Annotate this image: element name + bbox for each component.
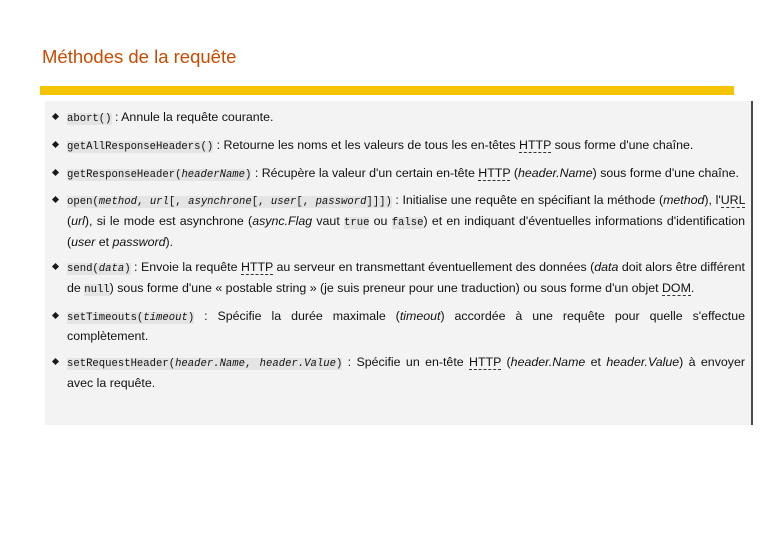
code-sep: [, [296, 196, 316, 209]
bullet-icon [52, 263, 59, 270]
bullet-icon [52, 312, 59, 319]
code-end: ) [187, 311, 195, 324]
param-name: header.Name [518, 165, 593, 180]
abbr-http: HTTP [240, 260, 274, 275]
description-text: et [585, 355, 607, 370]
code-argument: header.Value [259, 358, 336, 371]
param-name: header.Name [510, 355, 586, 370]
description-text: ( [67, 213, 72, 228]
description-text: ) accordée à une requête pour quelle s'effectue complètement. [67, 308, 745, 344]
method-description: : Annule la requête courante. [111, 110, 274, 124]
method-signature [67, 358, 342, 370]
method-send [51, 258, 745, 299]
bullet-icon [52, 141, 59, 148]
code-name: getResponseHeader( [67, 168, 182, 181]
code-argument: password [315, 196, 367, 209]
description-text: ( [510, 165, 518, 180]
code-literal: null [84, 283, 110, 296]
method-signature [67, 196, 392, 208]
code-argument: headerName [181, 168, 246, 181]
code-name: open( [67, 196, 99, 209]
method-getallresponseheaders [51, 136, 745, 157]
param-name: header.Value [606, 355, 680, 370]
bullet-icon [52, 358, 59, 365]
description-text: ) et en indiquant d'éventuelles informations d'identification ( [67, 213, 745, 249]
abbr-http: HTTP [478, 165, 511, 180]
code-sep: , [245, 358, 260, 371]
description-text: ( [501, 355, 511, 370]
methods-panel [45, 101, 753, 425]
description-text: sous forme d'une chaîne. [551, 137, 694, 152]
code-argument: user [270, 196, 297, 209]
code-argument: header.Name [175, 358, 246, 371]
method-setrequestheader [51, 353, 745, 392]
param-name: user [71, 234, 96, 249]
description-text: : Initialise une requête en spécifiant la méthode ( [391, 193, 664, 208]
method-signature [67, 263, 131, 275]
bullet-icon [52, 196, 59, 203]
code-name: setRequestHeader( [67, 358, 176, 371]
description-text: : Spécifie un en-tête [342, 355, 470, 370]
code-end: ) [245, 168, 252, 181]
code-name: send( [67, 263, 99, 276]
code-sep: , [136, 196, 150, 209]
code-sep: [, [251, 196, 271, 209]
code-literal: false [391, 216, 424, 229]
param-name: timeout [399, 308, 441, 323]
code-argument: method [98, 196, 137, 209]
description-text: au serveur en transmettant éventuellement des données ( [273, 260, 595, 275]
page-title: Méthodes de la requête [42, 46, 237, 67]
code-argument: timeout [143, 311, 188, 324]
title-underline-bar [40, 86, 734, 95]
method-getresponseheader [51, 164, 745, 185]
code-argument: asynchrone [188, 196, 252, 209]
description-text: ), l' [704, 193, 721, 208]
code-argument: data [98, 263, 125, 276]
bullet-icon [52, 169, 59, 176]
method-open [51, 191, 745, 251]
description-text: ) sous forme d'une « postable string » (je suis preneur pour une traduction) ou sous forme d'un objet [109, 280, 662, 295]
description-text: . [690, 280, 695, 295]
description-text: et [95, 234, 113, 249]
description-text: doit alors être différent de [67, 260, 745, 295]
method-signature: getAllResponseHeaders() [67, 140, 214, 153]
method-signature [67, 312, 194, 324]
description-text: : Récupère la valeur d'un certain en-tête [251, 165, 479, 180]
code-name: setTimeouts( [67, 311, 144, 324]
bullet-icon [52, 113, 59, 120]
abbr-dom: DOM [661, 280, 691, 295]
abbr-url: URL [720, 193, 746, 208]
code-end: ) [335, 358, 343, 371]
code-end: ]]]) [366, 196, 392, 209]
code-argument: url [149, 196, 169, 209]
methods-list [51, 108, 745, 392]
code-sep: [, [168, 196, 189, 209]
abbr-http: HTTP [519, 137, 552, 152]
code-literal: true [344, 216, 370, 229]
param-name: async.Flag [252, 213, 313, 228]
description-text: : Retourne les noms et les valeurs de tous les en-têtes [213, 137, 520, 152]
description-text: ou [369, 213, 392, 228]
param-name: url [71, 213, 85, 228]
param-name: data [594, 260, 619, 275]
description-text: ) sous forme d'une chaîne. [592, 165, 739, 180]
method-signature [67, 169, 251, 181]
description-text: ), si le mode est asynchrone ( [84, 213, 253, 228]
method-settimeouts [51, 307, 745, 346]
method-abort [51, 108, 745, 129]
abbr-http: HTTP [469, 355, 502, 370]
param-name: method [663, 193, 705, 208]
method-signature: abort() [67, 113, 112, 125]
code-end: ) [124, 263, 131, 276]
description-text: : Spécifie la durée maximale ( [194, 308, 400, 323]
description-text: : Envoie la requête [130, 260, 241, 275]
param-name: password [112, 234, 166, 249]
description-text: ). [165, 234, 174, 249]
description-text: vaut [312, 213, 344, 228]
description-text: ) à envoyer avec la requête. [67, 355, 746, 390]
